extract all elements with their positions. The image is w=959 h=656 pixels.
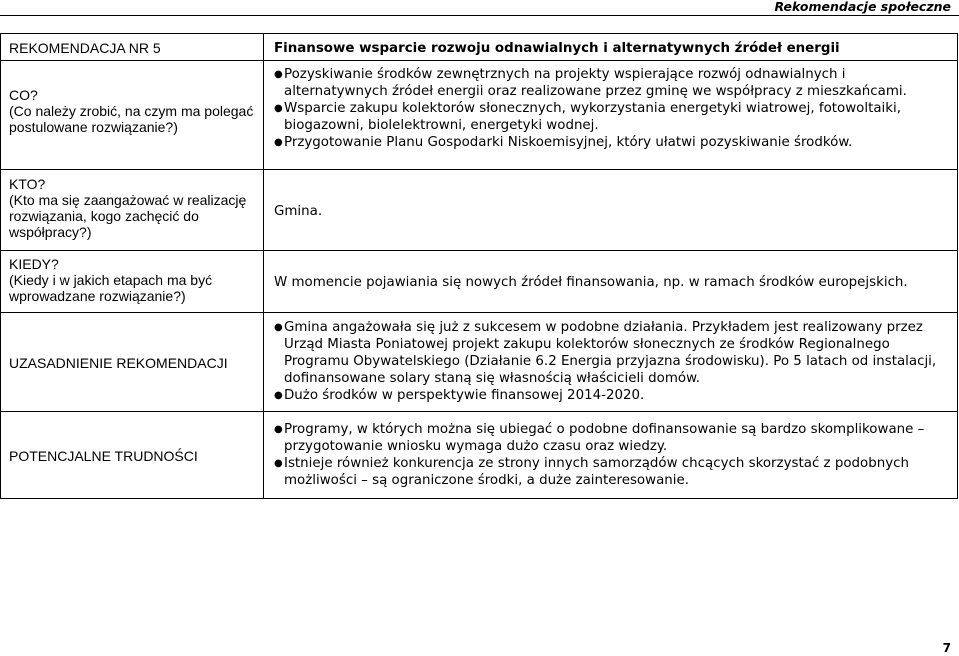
bullet-icon: ● [274,137,283,148]
justification-content-cell [264,313,958,412]
what-label: CO? [9,87,38,103]
when-value: W momencie pojawiania się nowych źródeł finansowania, np. w ramach środków europejskich. [274,275,908,290]
table-row [1,251,958,313]
table-row [1,34,958,61]
list-item-text: Gmina angażowała się już z sukcesem w podobne działania. Przykładem jest realizowany przez Urząd Miasta Poniatowej projekt zakupu kolektorów słonecznych ze środków Regionalnego Programu Obywatelskiego (Działanie 6.2 Energia przyjazna środowisku). Po 5 latach od instalacji, dofinansowane solary staną się własnością właścicieli domów. [284,320,937,386]
table-row [1,412,958,499]
recommendation-label-cell [1,34,264,61]
difficulties-label-cell [1,412,264,499]
when-hint: (Kiedy i w jakich etapach ma być wprowadzane rozwiązanie?) [9,272,213,304]
list-item [274,66,951,100]
what-hint: (Co należy zrobić, na czym ma polegać postulowane rozwiązanie?) [9,103,254,135]
what-content-cell [264,61,958,170]
who-label: KTO? [9,176,46,192]
bullet-icon: ● [274,390,283,401]
difficulties-label: POTENCJALNE TRUDNOŚCI [9,448,198,464]
recommendation-table [0,33,958,499]
table-row [1,170,958,251]
who-value: Gmina. [274,203,323,219]
recommendation-title: Finansowe wsparcie rozwoju odnawialnych i alternatywnych źródeł energii [274,41,840,56]
who-content-cell [264,170,958,251]
list-item-text: Istnieje również konkurencja ze strony innych samorządów chcących skorzystać z podobnych możliwości – są ograniczone środki, a duże zainteresowanie. [284,456,909,488]
justification-label-cell [1,313,264,412]
justification-label: UZASADNIENIE REKOMENDACJI [9,355,228,371]
when-content-cell [264,251,958,313]
who-label-cell [1,170,264,251]
list-item-text: Wsparcie zakupu kolektorów słonecznych, wykorzystania energetyki wiatrowej, fotowoltaiki, biogazowni, biolelektrowni, energetyki wodnej. [284,101,901,133]
list-item-text: Dużo środków w perspektywie finansowej 2014-2020. [284,388,645,403]
justification-bullet-list [274,319,951,404]
list-item [274,387,951,404]
list-item-text: Pozyskiwanie środków zewnętrznych na projekty wspierające rozwój odnawialnych i alternatywnych źródeł energii oraz realizowane przez gminę we współpracy z mieszkańcami. [284,67,907,99]
list-item-text: Programy, w których można się ubiegać o podobne dofinansowanie są bardzo skomplikowane – przygotowanie wniosku wymaga dużo czasu oraz wiedzy. [284,422,925,454]
when-label: KIEDY? [9,256,59,272]
when-label-cell [1,251,264,313]
bullet-icon: ● [274,424,283,435]
list-item [274,100,951,134]
recommendation-label: REKOMENDACJA NR 5 [9,40,161,56]
list-item [274,134,951,151]
list-item [274,455,951,489]
page-number: 7 [942,641,951,655]
list-item [274,421,951,455]
list-item [274,319,951,387]
list-item-text: Przygotowanie Planu Gospodarki Niskoemisyjnej, który ułatwi pozyskiwanie środków. [284,135,853,150]
table-row [1,313,958,412]
what-label-cell [1,61,264,170]
bullet-icon: ● [274,103,283,114]
difficulties-bullet-list [274,421,951,489]
what-bullet-list [274,66,951,151]
difficulties-content-cell [264,412,958,499]
recommendation-title-cell [264,34,958,61]
who-hint: (Kto ma się zaangażować w realizację rozwiązania, kogo zachęcić do współpracy?) [9,192,247,240]
bullet-icon: ● [274,69,283,80]
document-header-title: Rekomendacje społeczne [774,0,951,14]
bullet-icon: ● [274,322,283,333]
bullet-icon: ● [274,458,283,469]
header-divider [0,15,959,16]
table-row [1,61,958,170]
